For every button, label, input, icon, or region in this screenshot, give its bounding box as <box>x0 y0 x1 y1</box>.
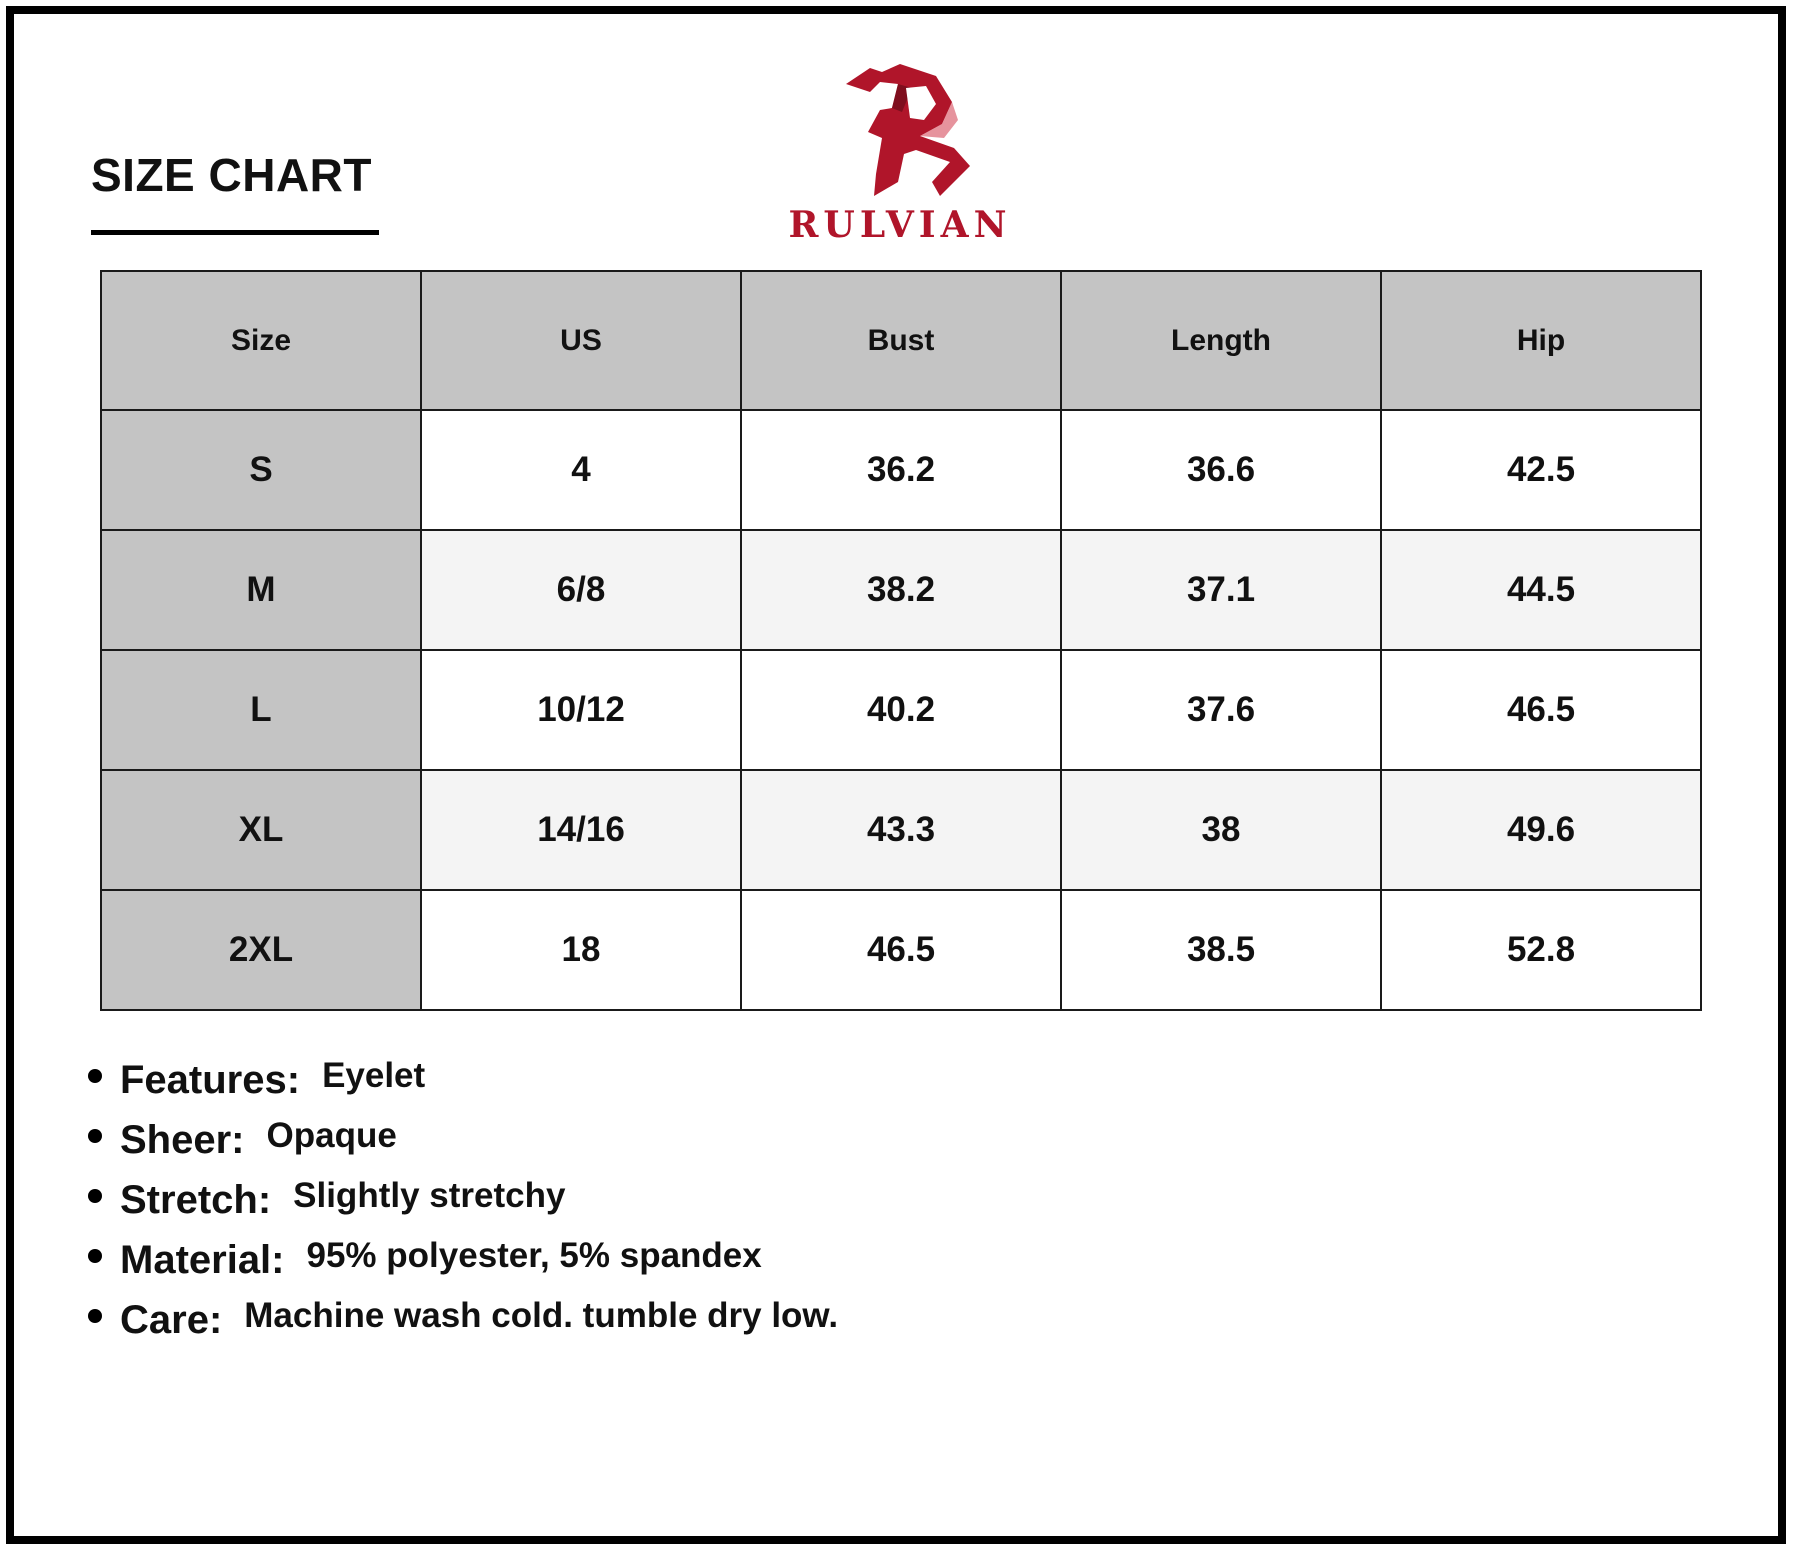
feature-label: Sheer: <box>120 1118 245 1162</box>
feature-value: Eyelet <box>322 1056 426 1095</box>
product-features-list <box>88 1058 838 1358</box>
title-underline <box>91 230 379 235</box>
list-item <box>88 1178 838 1238</box>
feature-label: Stretch: <box>120 1178 272 1222</box>
us-cell: 6/8 <box>421 530 741 650</box>
size-cell: M <box>101 530 421 650</box>
brand-logo <box>780 62 1050 252</box>
length-cell: 38.5 <box>1061 890 1381 1010</box>
bust-cell: 46.5 <box>741 890 1061 1010</box>
us-cell: 10/12 <box>421 650 741 770</box>
bust-cell: 43.3 <box>741 770 1061 890</box>
table-header-row <box>101 271 1701 410</box>
feature-value: Slightly stretchy <box>293 1176 566 1215</box>
bullet-icon <box>88 1309 102 1323</box>
list-item <box>88 1238 838 1298</box>
size-cell: 2XL <box>101 890 421 1010</box>
list-item <box>88 1298 838 1358</box>
feature-value: 95% polyester, 5% spandex <box>306 1236 762 1275</box>
feature-value: Opaque <box>266 1116 397 1155</box>
feature-value: Machine wash cold. tumble dry low. <box>244 1296 839 1335</box>
table-row <box>101 530 1701 650</box>
list-item <box>88 1058 838 1118</box>
column-header-hip: Hip <box>1381 271 1701 410</box>
hip-cell: 42.5 <box>1381 410 1701 530</box>
feature-label: Material: <box>120 1238 285 1282</box>
bust-cell: 40.2 <box>741 650 1061 770</box>
length-cell: 37.1 <box>1061 530 1381 650</box>
feature-label: Features: <box>120 1058 301 1102</box>
hip-cell: 44.5 <box>1381 530 1701 650</box>
size-cell: XL <box>101 770 421 890</box>
list-item <box>88 1118 838 1178</box>
feature-label: Care: <box>120 1298 223 1342</box>
table-row <box>101 650 1701 770</box>
size-cell: S <box>101 410 421 530</box>
bullet-icon <box>88 1129 102 1143</box>
bullet-icon <box>88 1189 102 1203</box>
column-header-size: Size <box>101 271 421 410</box>
column-header-us: US <box>421 271 741 410</box>
size-cell: L <box>101 650 421 770</box>
r-monogram-logo-icon <box>840 62 970 197</box>
length-cell: 36.6 <box>1061 410 1381 530</box>
table-row <box>101 410 1701 530</box>
hip-cell: 49.6 <box>1381 770 1701 890</box>
column-header-length: Length <box>1061 271 1381 410</box>
bullet-icon <box>88 1249 102 1263</box>
us-cell: 18 <box>421 890 741 1010</box>
hip-cell: 52.8 <box>1381 890 1701 1010</box>
table-row <box>101 890 1701 1010</box>
bust-cell: 38.2 <box>741 530 1061 650</box>
table-row <box>101 770 1701 890</box>
page-title: SIZE CHART <box>91 149 372 201</box>
bust-cell: 36.2 <box>741 410 1061 530</box>
brand-name: RULVIAN <box>788 204 1012 246</box>
bullet-icon <box>88 1069 102 1083</box>
length-cell: 37.6 <box>1061 650 1381 770</box>
length-cell: 38 <box>1061 770 1381 890</box>
column-header-bust: Bust <box>741 271 1061 410</box>
us-cell: 4 <box>421 410 741 530</box>
hip-cell: 46.5 <box>1381 650 1701 770</box>
us-cell: 14/16 <box>421 770 741 890</box>
size-table <box>100 270 1702 1011</box>
